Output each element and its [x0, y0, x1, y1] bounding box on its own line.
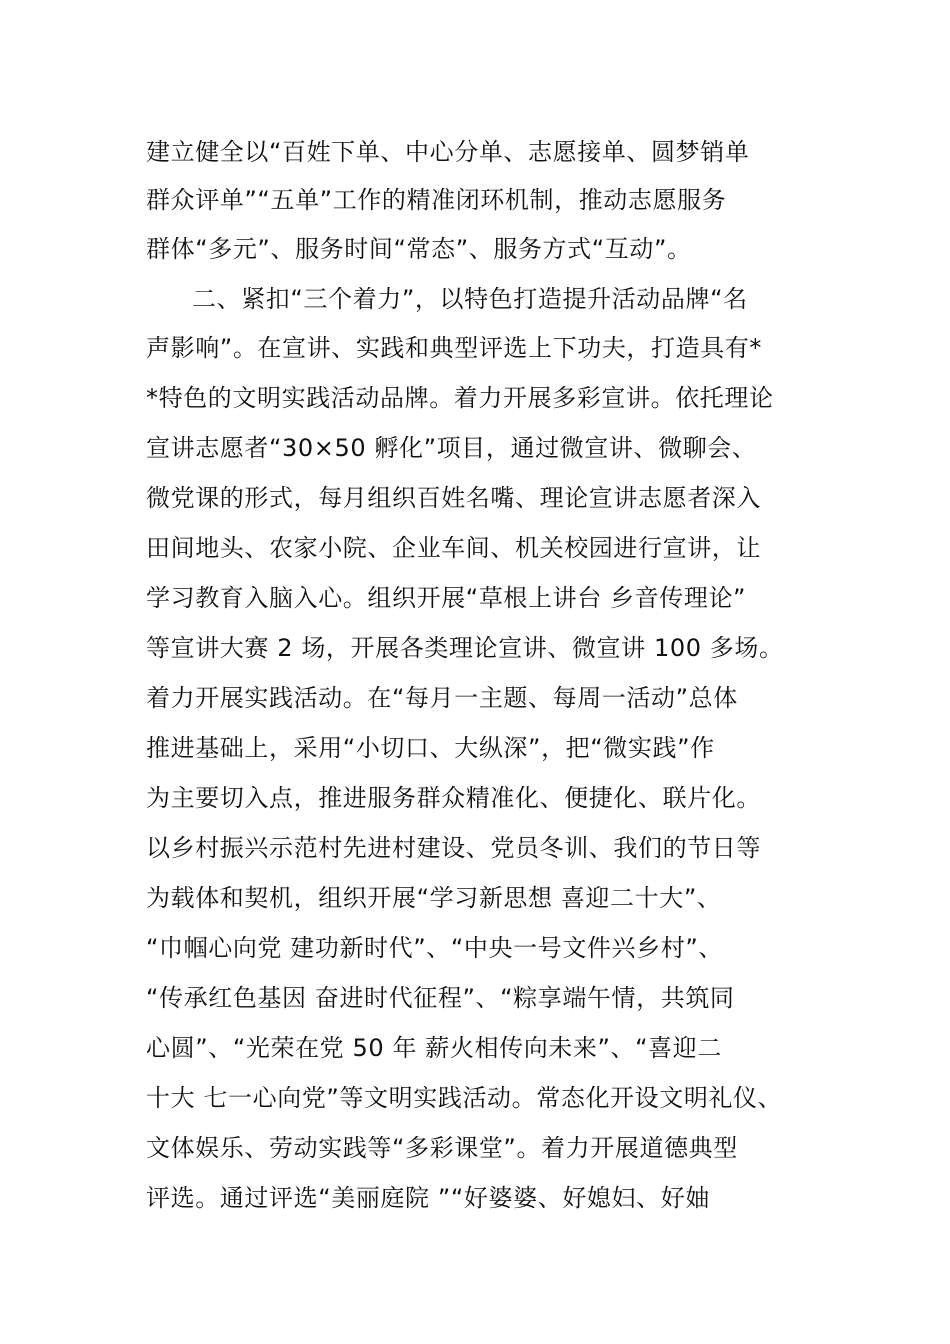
text-line: 等宣讲大赛 2 场，开展各类理论宣讲、微宣讲 100 多场。: [146, 634, 784, 662]
paragraph-first-line: 二、紧扣“三个着力”，以特色打造提升活动品牌“名: [192, 285, 748, 313]
text-line: “巾帼心向党 建功新时代”、“中央一号文件兴乡村”、: [146, 934, 723, 962]
text-line: 心圆”、“光荣在党 50 年 薪火相传向未来”、“喜迎二: [146, 1034, 722, 1062]
text-line: 为主要切入点，推进服务群众精准化、便捷化、联片化。: [146, 784, 761, 812]
text-line: 着力开展实践活动。在“每月一主题、每周一活动”总体: [146, 684, 738, 712]
text-line: 评选。通过评选“美丽庭院 ”“好婆婆、好媳妇、好妯: [146, 1184, 710, 1212]
text-line: 田间地头、农家小院、企业车间、机关校园进行宣讲，让: [146, 534, 761, 562]
text-line: *特色的文明实践活动品牌。着力开展多彩宣讲。依托理论: [146, 384, 774, 412]
text-line: 以乡村振兴示范村先进村建设、党员冬训、我们的节日等: [146, 834, 761, 862]
text-line: 群众评单”“五单”工作的精准闭环机制，推动志愿服务: [146, 186, 727, 214]
text-line: 群体“多元”、服务时间“常态”、服务方式“互动”。: [146, 235, 692, 263]
text-line: 文体娱乐、劳动实践等“多彩课堂”。着力开展道德典型: [146, 1134, 738, 1162]
text-line: 建立健全以“百姓下单、中心分单、志愿接单、圆梦销单: [146, 138, 750, 166]
text-line: 为载体和契机，组织开展“学习新思想 喜迎二十大”、: [146, 884, 722, 912]
text-line: 微党课的形式，每月组织百姓名嘴、理论宣讲志愿者深入: [146, 484, 761, 512]
text-line: 声影响”。在宣讲、实践和典型评选上下功夫，打造具有*: [146, 334, 763, 362]
text-line: 十大 七一心向党”等文明实践活动。常态化开设文明礼仪、: [146, 1084, 783, 1112]
text-line: 推进基础上，采用“小切口、大纵深”，把“微实践”作: [146, 734, 715, 762]
text-line: “传承红色基因 奋进时代征程”、“粽享端午情，共筑同: [146, 984, 735, 1012]
text-line: 学习教育入脑入心。组织开展“草根上讲台 乡音传理论”: [146, 584, 747, 612]
text-line: 宣讲志愿者“30×50 孵化”项目，通过微宣讲、微聊会、: [146, 434, 757, 462]
